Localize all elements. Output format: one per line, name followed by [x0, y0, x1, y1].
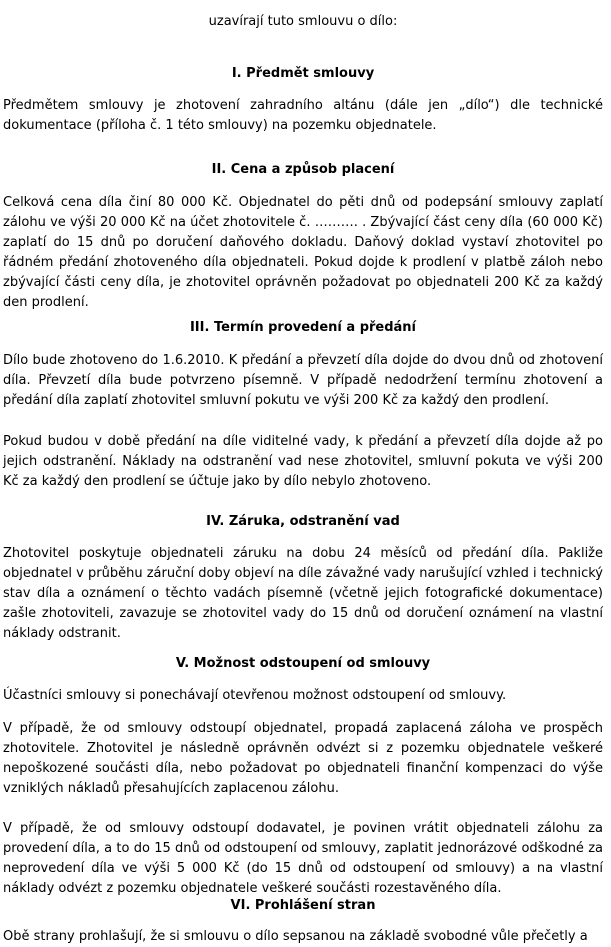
- section-4-paragraph-1: Zhotovitel poskytuje objednateli záruku na dobu 24 měsíců od předání díla. Pakliže objednatel v průběhu záruční doby objeví na díle závažné vady narušující vzhled i technický stav díla a oznámení o těchto vadách písemně (včetně jejich fotografické dokumentace) zašle zhotoviteli, zavazuje se zhotovitel vady do 15 dnů od doručení oznámení na vlastní náklady odstranit.: [3, 546, 603, 641]
- section-5-paragraph-1: Účastníci smlouvy si ponechávají otevřenou možnost odstoupení od smlouvy.: [3, 688, 507, 703]
- section-heading-4: IV. Záruka, odstranění vad: [206, 514, 400, 529]
- section-heading-3: III. Termín provedení a předání: [189, 320, 417, 335]
- section-heading-1: I. Předmět smlouvy: [231, 66, 375, 81]
- intro-line: uzavírají tuto smlouvu o dílo:: [208, 14, 398, 29]
- section-2-paragraph-1: Celková cena díla činí 80 000 Kč. Objednatel do pěti dnů od podepsání smlouvy zaplatí zálohu ve výši 20 000 Kč na účet zhotovitele č. ………. . Zbývající část ceny díla (60 000 Kč) zaplatí do 15 dnů po doručení daňového dokladu. Daňový doklad vystaví zhotovitel po řádném předání zhotoveného díla objednateli. Pokud dojde k prodlení v platbě záloh nebo zbývající části ceny díla, je zhotovitel oprávněn požadovat po objednateli 200 Kč za každý den prodlení.: [3, 195, 603, 310]
- section-1-paragraph-1: Předmětem smlouvy je zhotovení zahradního altánu (dále jen „dílo“) dle technické dokumentace (příloha č. 1 této smlouvy) na pozemku objednatele.: [3, 98, 603, 133]
- section-3-paragraph-2: Pokud budou v době předání na díle viditelné vady, k předání a převzetí díla dojde až po jejich odstranění. Náklady na odstranění vad nese zhotovitel, smluvní pokuta ve výši 200 Kč za každý den prodlení se účtuje jako by dílo nebylo zhotoveno.: [3, 434, 603, 489]
- section-heading-5: V. Možnost odstoupení od smlouvy: [175, 656, 431, 671]
- section-heading-6: VI. Prohlášení stran: [230, 898, 376, 913]
- section-5-paragraph-2: V případě, že od smlouvy odstoupí objednatel, propadá zaplacená záloha ve prospěch zhotovitele. Zhotovitel je následně oprávněn odvézt si z pozemku objednatele veškeré nepoškozené součásti díla, nebo požadovat po objednateli finanční kompenzaci do výše vzniklých nákladů přesahujících zaplacenou zálohu.: [3, 721, 603, 796]
- section-6-paragraph-1: Obě strany prohlašují, že si smlouvu o dílo sepsanou na základě svobodné vůle přečetly a: [3, 929, 588, 944]
- section-heading-2: II. Cena a způsob placení: [211, 162, 395, 177]
- section-3-paragraph-1: Dílo bude zhotoveno do 1.6.2010. K předání a převzetí díla dojde do dvou dnů od zhotovení díla. Převzetí díla bude potvrzeno písemně. V případě nedodržení termínu zhotovení a předání díla zaplatí zhotovitel smluvní pokutu ve výši 200 Kč za každý den prodlení.: [3, 353, 603, 408]
- section-5-paragraph-3: V případě, že od smlouvy odstoupí dodavatel, je povinen vrátit objednateli zálohu za provedení díla, a to do 15 dnů od odstoupení od smlouvy, zaplatit jednorázové odškodné za neprovedení díla ve výši 5 000 Kč (do 15 dnů od odstoupení od smlouvy) a na vlastní náklady odvézt z pozemku objednatele veškeré součásti rozestavěného díla.: [3, 821, 603, 896]
